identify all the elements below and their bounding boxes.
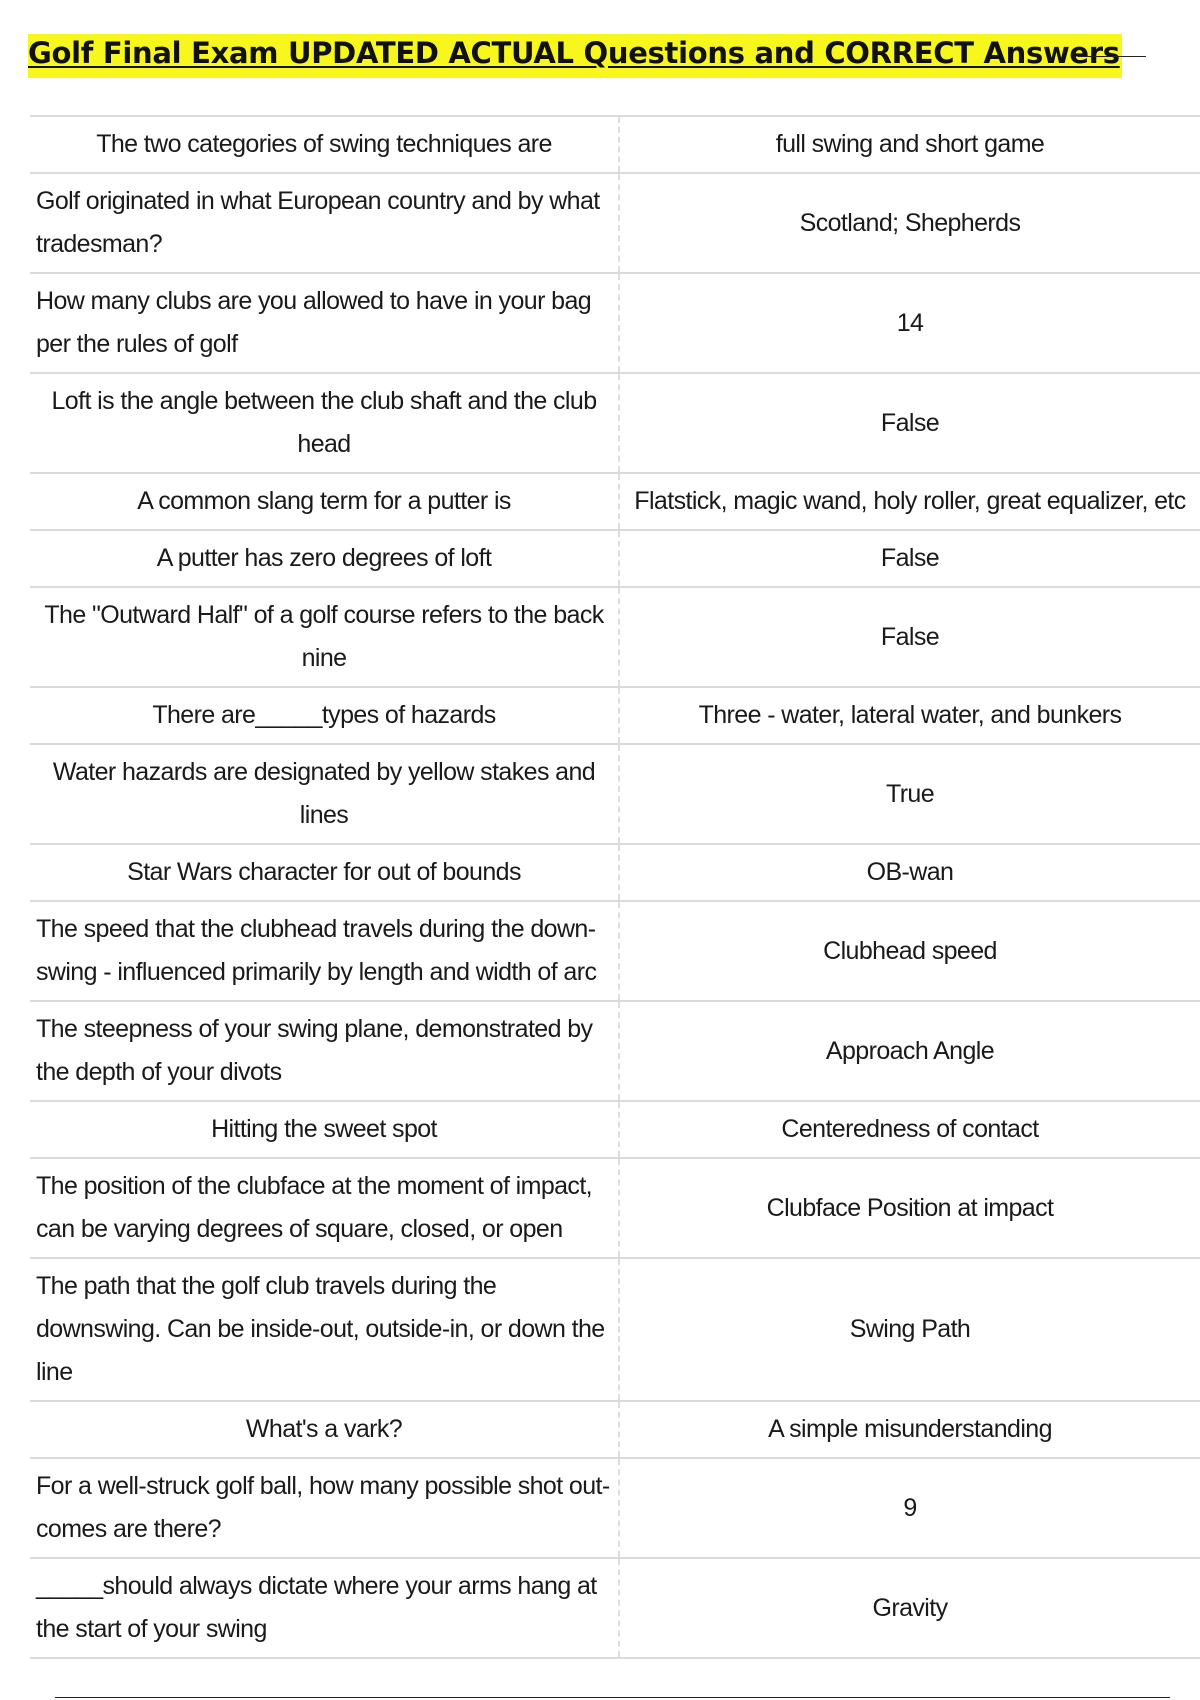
question-cell: For a well-struck golf ball, how many possible shot out-comes are there? — [30, 1458, 619, 1558]
answer-cell: Clubface Position at impact — [766, 1193, 1054, 1222]
question-cell: The speed that the clubhead travels during the down-swing - influenced primarily by length and width of arc — [30, 901, 619, 1001]
answer-cell: False — [880, 408, 940, 437]
answer-cell: Scotland; Shepherds — [799, 208, 1021, 237]
qa-row — [30, 844, 1200, 901]
qa-row — [30, 373, 1200, 473]
answer-cell: full swing and short game — [775, 130, 1045, 158]
answer-cell: A simple misunderstanding — [768, 1415, 1052, 1443]
question-cell: The two categories of swing techniques are — [30, 116, 619, 173]
question-cell: A common slang term for a putter is — [30, 473, 619, 530]
qa-row — [30, 901, 1200, 1001]
question-cell: The path that the golf club travels during the downswing. Can be inside-out, outside-in, or down the line — [30, 1258, 619, 1401]
qa-row — [30, 1001, 1200, 1101]
qa-row — [30, 1101, 1200, 1158]
answer-cell: 9 — [903, 1493, 917, 1522]
qa-row — [30, 1458, 1200, 1558]
qa-row — [30, 587, 1200, 687]
answer-cell: False — [880, 544, 940, 572]
answer-cell: True — [885, 779, 935, 808]
question-cell: Loft is the angle between the club shaft and the club head — [30, 373, 619, 473]
question-cell: _____should always dictate where your arms hang at the start of your swing — [30, 1558, 619, 1658]
qa-row — [30, 1158, 1200, 1258]
page-header — [28, 30, 1146, 82]
qa-table-body — [30, 116, 1200, 1658]
qa-row — [30, 530, 1200, 587]
qa-row — [30, 1558, 1200, 1658]
question-cell: There are_____types of hazards — [30, 687, 619, 744]
qa-row — [30, 273, 1200, 373]
question-cell: Star Wars character for out of bounds — [30, 844, 619, 901]
answer-cell: Clubhead speed — [823, 936, 997, 965]
answer-cell: 14 — [896, 308, 924, 337]
answer-cell: Flatstick, magic wand, holy roller, great equalizer, etc — [634, 487, 1186, 515]
answer-cell: Three - water, lateral water, and bunkers — [698, 701, 1122, 729]
qa-row — [30, 1258, 1200, 1401]
question-cell: The "Outward Half" of a golf course refers to the back nine — [30, 587, 619, 687]
question-cell: The position of the clubface at the moment of impact, can be varying degrees of square, closed, or open — [30, 1158, 619, 1258]
answer-cell: Gravity — [872, 1593, 948, 1622]
qa-row — [30, 473, 1200, 530]
question-cell: Hitting the sweet spot — [30, 1101, 619, 1158]
answer-cell: Approach Angle — [825, 1036, 995, 1065]
qa-table — [30, 115, 1200, 1659]
question-cell: Water hazards are designated by yellow stakes and lines — [30, 744, 619, 844]
qa-row — [30, 744, 1200, 844]
answer-cell: OB-wan — [866, 858, 954, 886]
qa-row — [30, 173, 1200, 273]
question-cell: Golf originated in what European country and by what tradesman? — [30, 173, 619, 273]
question-cell: A putter has zero degrees of loft — [30, 530, 619, 587]
title-rule — [1078, 56, 1146, 57]
answer-cell: Centeredness of contact — [781, 1115, 1039, 1143]
bottom-rule — [55, 1697, 1170, 1698]
qa-row — [30, 116, 1200, 173]
question-cell: What's a vark? — [30, 1401, 619, 1458]
question-cell: The steepness of your swing plane, demonstrated by the depth of your divots — [30, 1001, 619, 1101]
document-title: Golf Final Exam UPDATED ACTUAL Questions and CORRECT Answers — [28, 34, 1122, 78]
qa-row — [30, 687, 1200, 744]
qa-row — [30, 1401, 1200, 1458]
answer-cell: False — [880, 622, 940, 651]
answer-cell: Swing Path — [849, 1315, 971, 1343]
question-cell: How many clubs are you allowed to have in your bag per the rules of golf — [30, 273, 619, 373]
